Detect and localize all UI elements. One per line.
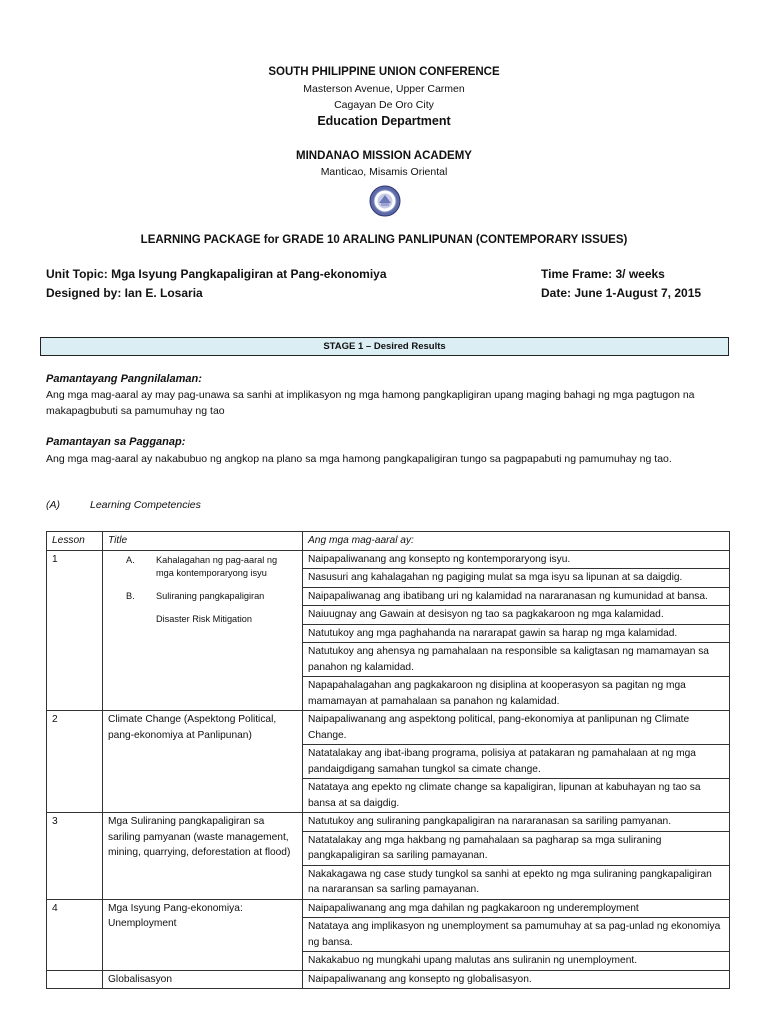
lesson-title: Mga Isyung Pang-ekonomiya: Unemployment xyxy=(103,899,303,970)
competencies-table xyxy=(46,531,730,989)
performance-standard-heading: Pamantayan sa Pagganap: xyxy=(46,436,186,448)
date-range: Date: June 1-August 7, 2015 xyxy=(541,286,702,300)
header-lesson: Lesson xyxy=(47,532,103,551)
objective-cell: Naiuugnay ang Gawain at desisyon ng tao sa pagkakaroon ng mga kalamidad. xyxy=(303,606,730,625)
objective-cell: Natataya ang implikasyon ng unemployment sa pamumuhay at sa pag-unlad ng ekonomiya ng bansa. xyxy=(303,918,730,952)
objective-cell: Naipapaliwanang ang mga dahilan ng pagkakaroon ng underemployment xyxy=(303,899,730,918)
objective-cell: Nakakagawa ng case study tungkol sa sanhi at epekto ng mga suliraning pangkapaligiran na nararansan sa sarling pamayanan. xyxy=(303,865,730,899)
lesson-title: Globalisasyon xyxy=(103,970,303,989)
table-row xyxy=(47,970,730,989)
sub-marker-b: B. xyxy=(126,590,135,601)
lesson-number-empty xyxy=(47,970,103,989)
org-name: SOUTH PHILIPPINE UNION CONFERENCE xyxy=(268,66,500,78)
objective-cell: Naipapaliwanang ang konsepto ng globalisasyon. xyxy=(303,970,730,989)
header-objectives: Ang mga mag-aaral ay: xyxy=(303,532,730,551)
address-line-2: Cagayan De Oro City xyxy=(334,99,434,111)
school-location: Manticao, Misamis Oriental xyxy=(320,166,448,178)
objective-cell: Naipapaliwanang ang aspektong political, pang-ekonomiya at panlipunan ng Climate Change. xyxy=(303,711,730,745)
table-row xyxy=(47,550,730,569)
objective-cell: Natataya ang epekto ng climate change sa kapaligiran, lipunan at kabuhayan ng tao sa bansa at sa daigdig. xyxy=(303,779,730,813)
table-row xyxy=(47,899,730,918)
table-row xyxy=(47,711,730,745)
objective-cell: Naipapaliwanang ang konsepto ng kontemporaryong isyu. xyxy=(303,550,730,569)
stage-1-bar: STAGE 1 – Desired Results xyxy=(40,337,729,356)
unit-topic: Unit Topic: Mga Isyung Pangkapaligiran at Pang-ekonomiya xyxy=(46,267,387,281)
time-frame: Time Frame: 3/ weeks xyxy=(541,267,665,281)
package-title: LEARNING PACKAGE for GRADE 10 ARALING PANLIPUNAN (CONTEMPORARY ISSUES) xyxy=(140,234,628,246)
content-standard-heading: Pamantayang Pangnilalaman: xyxy=(46,373,202,385)
lesson-number: 4 xyxy=(47,899,103,970)
department-name: Education Department xyxy=(317,114,451,128)
objective-cell: Nakakabuo ng mungkahi upang malutas ans suliranin ng unemployment. xyxy=(303,952,730,971)
lesson-title: Mga Suliraning pangkapaligiran sa sariling pamyanan (waste management, mining, quarrying, deforestation at flood) xyxy=(103,813,303,900)
competencies-marker: (A) xyxy=(46,499,60,511)
lesson-number: 2 xyxy=(47,711,103,813)
table-row xyxy=(47,813,730,832)
objective-cell: Napapahalagahan ang pagkakaroon ng disiplina at kooperasyon sa pagitan ng mga mamamayan at pamahalaan sa panahon ng kalamidad. xyxy=(303,677,730,711)
sub-topic-a: Kahalagahan ng pag-aaral ng mga kontemporaryong isyu xyxy=(156,554,278,578)
content-standard-text: Ang mga mag-aaral ay may pag-unawa sa sanhi at implikasyon ng mga hamong pangkapligiran upang maging bahagi ng mga pagtugon na makapagbubuti sa pamumuhay ng tao xyxy=(46,389,695,417)
lesson-title: Climate Change (Aspektong Political, pang-ekonomiya at Panlipunan) xyxy=(103,711,303,813)
objective-cell: Natutukoy ang ahensya ng pamahalaan na responsible sa kaligtasan ng mamamayan sa panahon ng kalamidad. xyxy=(303,643,730,677)
table-header-row xyxy=(47,532,730,551)
lesson-number: 3 xyxy=(47,813,103,900)
designer: Designed by: Ian E. Losaria xyxy=(46,286,203,300)
objective-cell: Naipapaliwanag ang ibatibang uri ng kalamidad na nararanasan ng kumunidad at bansa. xyxy=(303,587,730,606)
sub-marker-a: A. xyxy=(126,554,135,565)
objective-cell: Natutukoy ang mga paghahanda na nararapat gawin sa harap ng mga kalamidad. xyxy=(303,624,730,643)
header-title: Title xyxy=(103,532,303,551)
objective-cell: Nasusuri ang kahalagahan ng pagiging mulat sa mga isyu sa lipunan at sa daigdig. xyxy=(303,569,730,588)
objective-cell: Natatalakay ang mga hakbang ng pamahalaan sa pagharap sa mga suliraning pangkapaligiran sa sariling pamayanan. xyxy=(303,831,730,865)
school-seal-icon xyxy=(369,185,401,217)
sub-topic-b: Suliraning pangkapaligiran xyxy=(156,590,265,601)
objective-cell: Natutukoy ang suliraning pangkapaligiran na nararanasan sa sariling pamyanan. xyxy=(303,813,730,832)
sub-topic-c: Disaster Risk Mitigation xyxy=(156,613,252,624)
lesson-title-cell xyxy=(103,550,303,711)
address-line-1: Masterson Avenue, Upper Carmen xyxy=(303,83,465,95)
performance-standard-text: Ang mga mag-aaral ay nakabubuo ng angkop na plano sa mga hamong pangkapaligiran tungo sa pagpapabuti ng pamumuhay ng tao. xyxy=(46,453,672,465)
lesson-number: 1 xyxy=(47,550,103,711)
competencies-label: Learning Competencies xyxy=(90,499,201,511)
school-name: MINDANAO MISSION ACADEMY xyxy=(296,150,472,162)
objective-cell: Natatalakay ang ibat-ibang programa, polisiya at patakaran ng pamahalaan at ng mga pandaigdigang samahan tungkol sa cimate change. xyxy=(303,745,730,779)
